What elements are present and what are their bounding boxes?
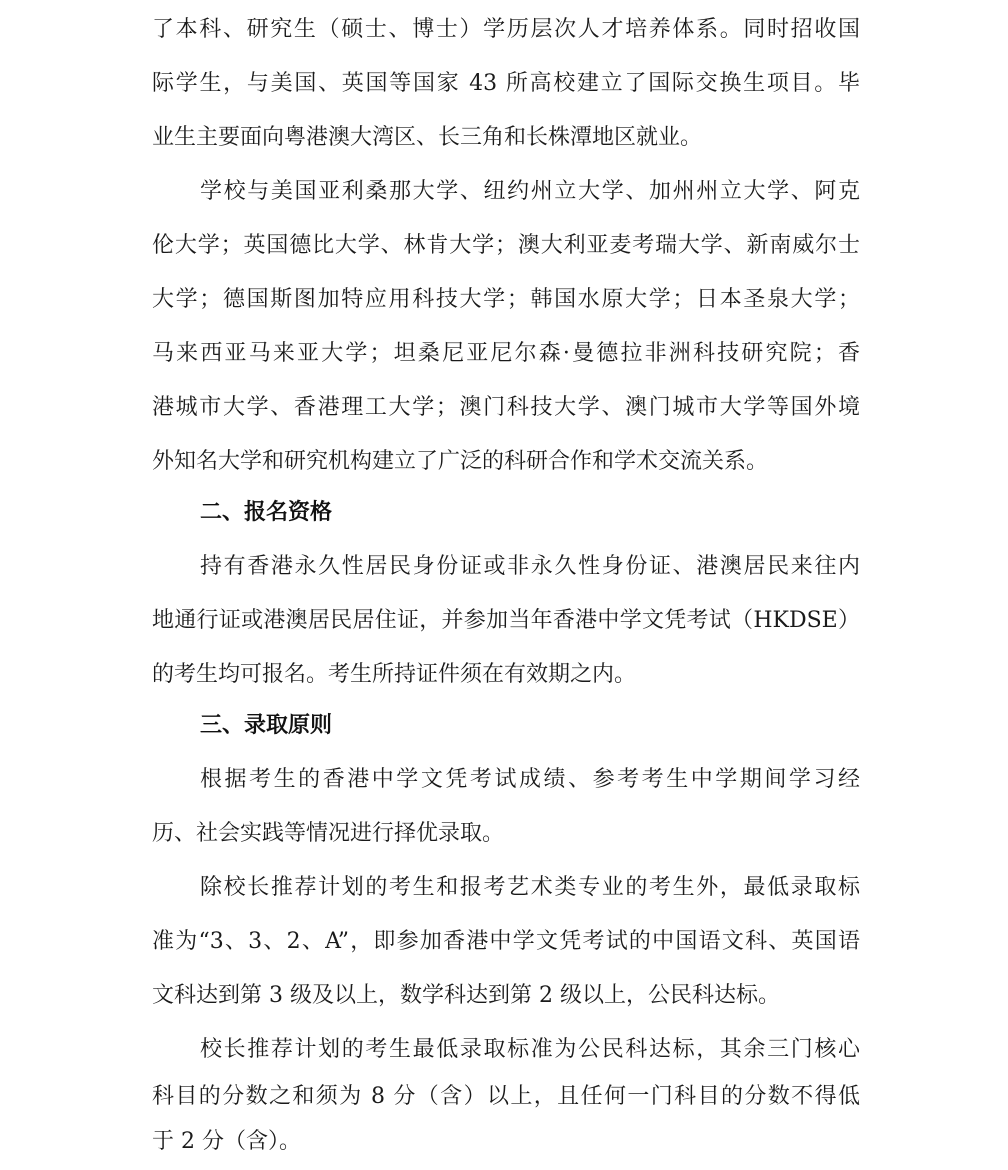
paragraph-line: 地通行证或港澳居民居住证，并参加当年香港中学文凭考试（HKDSE） [152,608,860,633]
section-heading-eligibility: 二、报名资格 [200,500,333,525]
paragraph-line: 伦大学；英国德比大学、林肯大学；澳大利亚麦考瑞大学、新南威尔士 [152,233,860,258]
paragraph-line: 历、社会实践等情况进行择优录取。 [152,821,505,846]
paragraph-line: 的考生均可报名。考生所持证件须在有效期之内。 [152,662,637,687]
paragraph-line: 马来西亚马来亚大学；坦桑尼亚尼尔森·曼德拉非洲科技研究院；香 [152,341,860,366]
paragraph-line: 准为“3、3、2、A”，即参加香港中学文凭考试的中国语文科、英国语 [152,929,860,954]
paragraph-line: 持有香港永久性居民身份证或非永久性身份证、港澳居民来往内 [200,554,860,579]
paragraph-line: 科目的分数之和须为 8 分（含）以上，且任何一门科目的分数不得低 [152,1084,860,1109]
paragraph-line: 文科达到第 3 级及以上，数学科达到第 2 级以上，公民科达标。 [152,983,780,1008]
paragraph-line: 了本科、研究生（硕士、博士）学历层次人才培养体系。同时招收国 [152,17,860,42]
paragraph-line: 根据考生的香港中学文凭考试成绩、参考考生中学期间学习经 [200,767,860,792]
paragraph-line: 于 2 分（含）。 [152,1129,301,1154]
paragraph-line: 业生主要面向粤港澳大湾区、长三角和长株潭地区就业。 [152,125,703,150]
paragraph-line: 除校长推荐计划的考生和报考艺术类专业的考生外，最低录取标 [200,875,860,900]
section-heading-admission-principles: 三、录取原则 [200,713,333,738]
paragraph-line: 外知名大学和研究机构建立了广泛的科研合作和学术交流关系。 [152,449,769,474]
paragraph-line: 港城市大学、香港理工大学；澳门科技大学、澳门城市大学等国外境 [152,395,860,420]
paragraph-line: 大学；德国斯图加特应用科技大学；韩国水原大学；日本圣泉大学； [152,287,860,312]
paragraph-line: 学校与美国亚利桑那大学、纽约州立大学、加州州立大学、阿克 [200,179,860,204]
paragraph-line: 校长推荐计划的考生最低录取标准为公民科达标，其余三门核心 [200,1037,860,1062]
paragraph-line: 际学生，与美国、英国等国家 43 所高校建立了国际交换生项目。毕 [152,71,860,96]
